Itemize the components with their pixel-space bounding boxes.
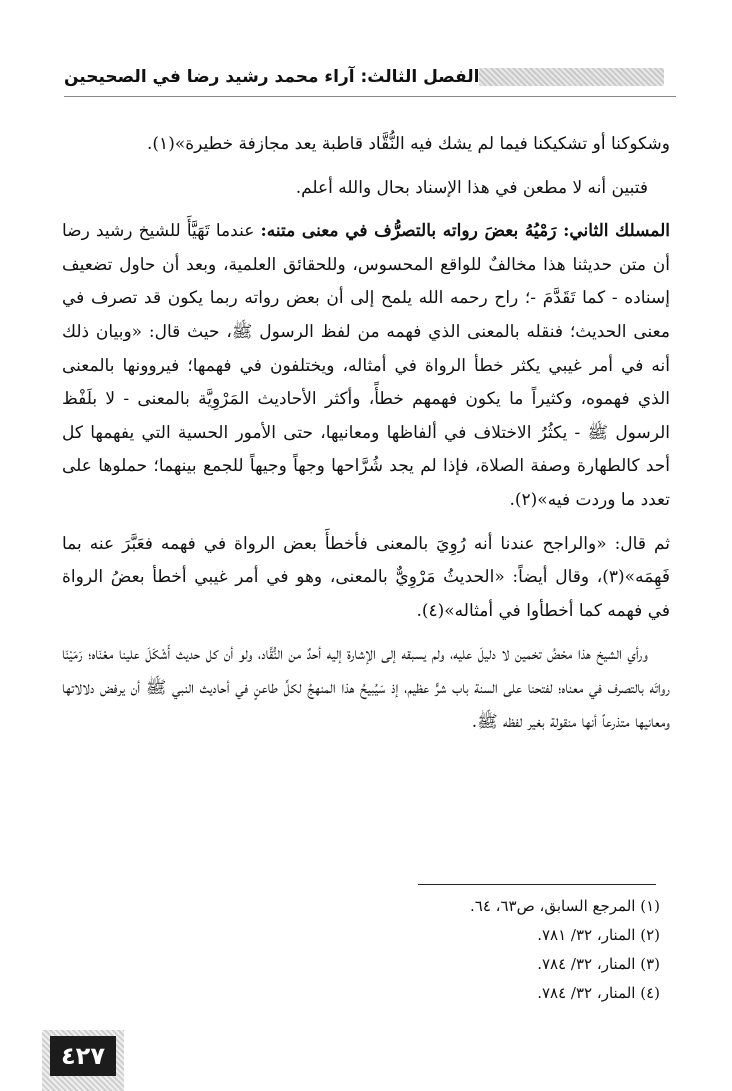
footnote-2: (٢) المنار، ٣٢/ ٧٨١. [537, 926, 660, 944]
paragraph-3 [62, 215, 670, 517]
footnote-separator [418, 884, 656, 885]
paragraph-2 [62, 172, 670, 206]
paragraph-text: فتبين أنه لا مطعن في هذا الإسناد بحال والله أعلم. [295, 177, 648, 198]
section-heading: المسلك الثاني: رَمْيُهُ بعضَ رواته بالتصرُّف في معنى متنه: [260, 221, 670, 242]
footnotes [62, 892, 660, 1008]
paragraph-text: ورأي الشيخ هذا محْضُ تخمين لا دليلَ عليه، ولم يسبقه إلى الإشارة إليه أحدٌ من النُّقَّاد، ولو أن كل حديث أَشْكَلَ علينا معْنَاه؛ رَمَيْنَا رواتَه بالتصرف في معناه؛ لفتحنا على السنة باب شرٍّ عظيم، إذ سَيُبيحُ هذا المنهجُ لكلِّ طاعنٍ في أحاديث النبي ﷺ أن يرفض دلالاتها ومعانيها متذرعاً أنها منقولة بغير لفظه ﷺ. [62, 644, 670, 732]
paragraph-text: عندما تَهَيَّأَ للشيخ رشيد رضا أن متن حديثنا هذا مخالفٌ للواقع المحسوس، وللحقائق العلمية، وبعد أن حاول تضعيف إسناده - كما تَقَدَّمَ -؛ راح رحمه الله يلمح إلى أن بعض رواته ربما يكون قد تصرف في معنى الحديث؛ فنقله بالمعنى الذي فهمه من لفظ الرسول ﷺ، حيث قال: «وبيان ذلك أنه في أمر غيبي يكثر خطأ الرواة في أمثاله، ويختلفون في فهمها؛ فيروونها بالمعنى الذي فهموه، وكثيراً ما يكون فهمهم خطأً، وأكثر الأحاديث المَرْوِيَّة بالمعنى - لا بلَفْظ الرسول ﷺ - يكثُرُ الاختلاف في ألفاظها ومعانيها، حتى الأمور الحسية التي يفهمها كل أحد كالطهارة وصفة الصلاة، فإذا لم يجد شُرَّاحها وجهاً وجيهاً للجمع بينهما؛ حملوها على تعدد ما وردت فيه»(٢). [62, 221, 670, 510]
header-shaded-bar [479, 68, 664, 86]
chapter-title: الفصل الثالث: آراء محمد رشيد رضا في الصحيحين [64, 67, 480, 87]
header-divider [64, 96, 676, 97]
paragraph-text: وشكوكنا أو تشكيكنا فيما لم يشك فيه النُّقَّاد قاطبة يعد مجازفة خطيرة»(١). [147, 134, 670, 154]
header-ornament [479, 68, 664, 86]
paragraph-5 [62, 638, 670, 739]
footnote-3: (٣) المنار، ٣٢/ ٧٨٤. [537, 955, 660, 973]
footnote-1: (١) المرجع السابق، ص٦٣، ٦٤. [469, 897, 660, 915]
paragraph-text: ثم قال: «والراجح عندنا أنه رُوِيَ بالمعنى فأخطأَ بعض الرواة في فهمه فعَبَّرَ عنه بما فَهِمَه»(٣)، وقال أيضاً: «الحديثُ مَرْوِيٌّ بالمعنى، وهو في أمر غيبي أخطأ بعضُ الرواة في فهمه كما أخطأوا في أمثاله»(٤). [62, 533, 670, 621]
footnote-4: (٤) المنار، ٣٢/ ٧٨٤. [537, 984, 660, 1002]
main-text [62, 128, 670, 749]
paragraph-1 [62, 128, 670, 162]
page-number: ٤٢٧ [50, 1036, 116, 1076]
running-header [64, 62, 676, 92]
paragraph-4 [62, 528, 670, 629]
